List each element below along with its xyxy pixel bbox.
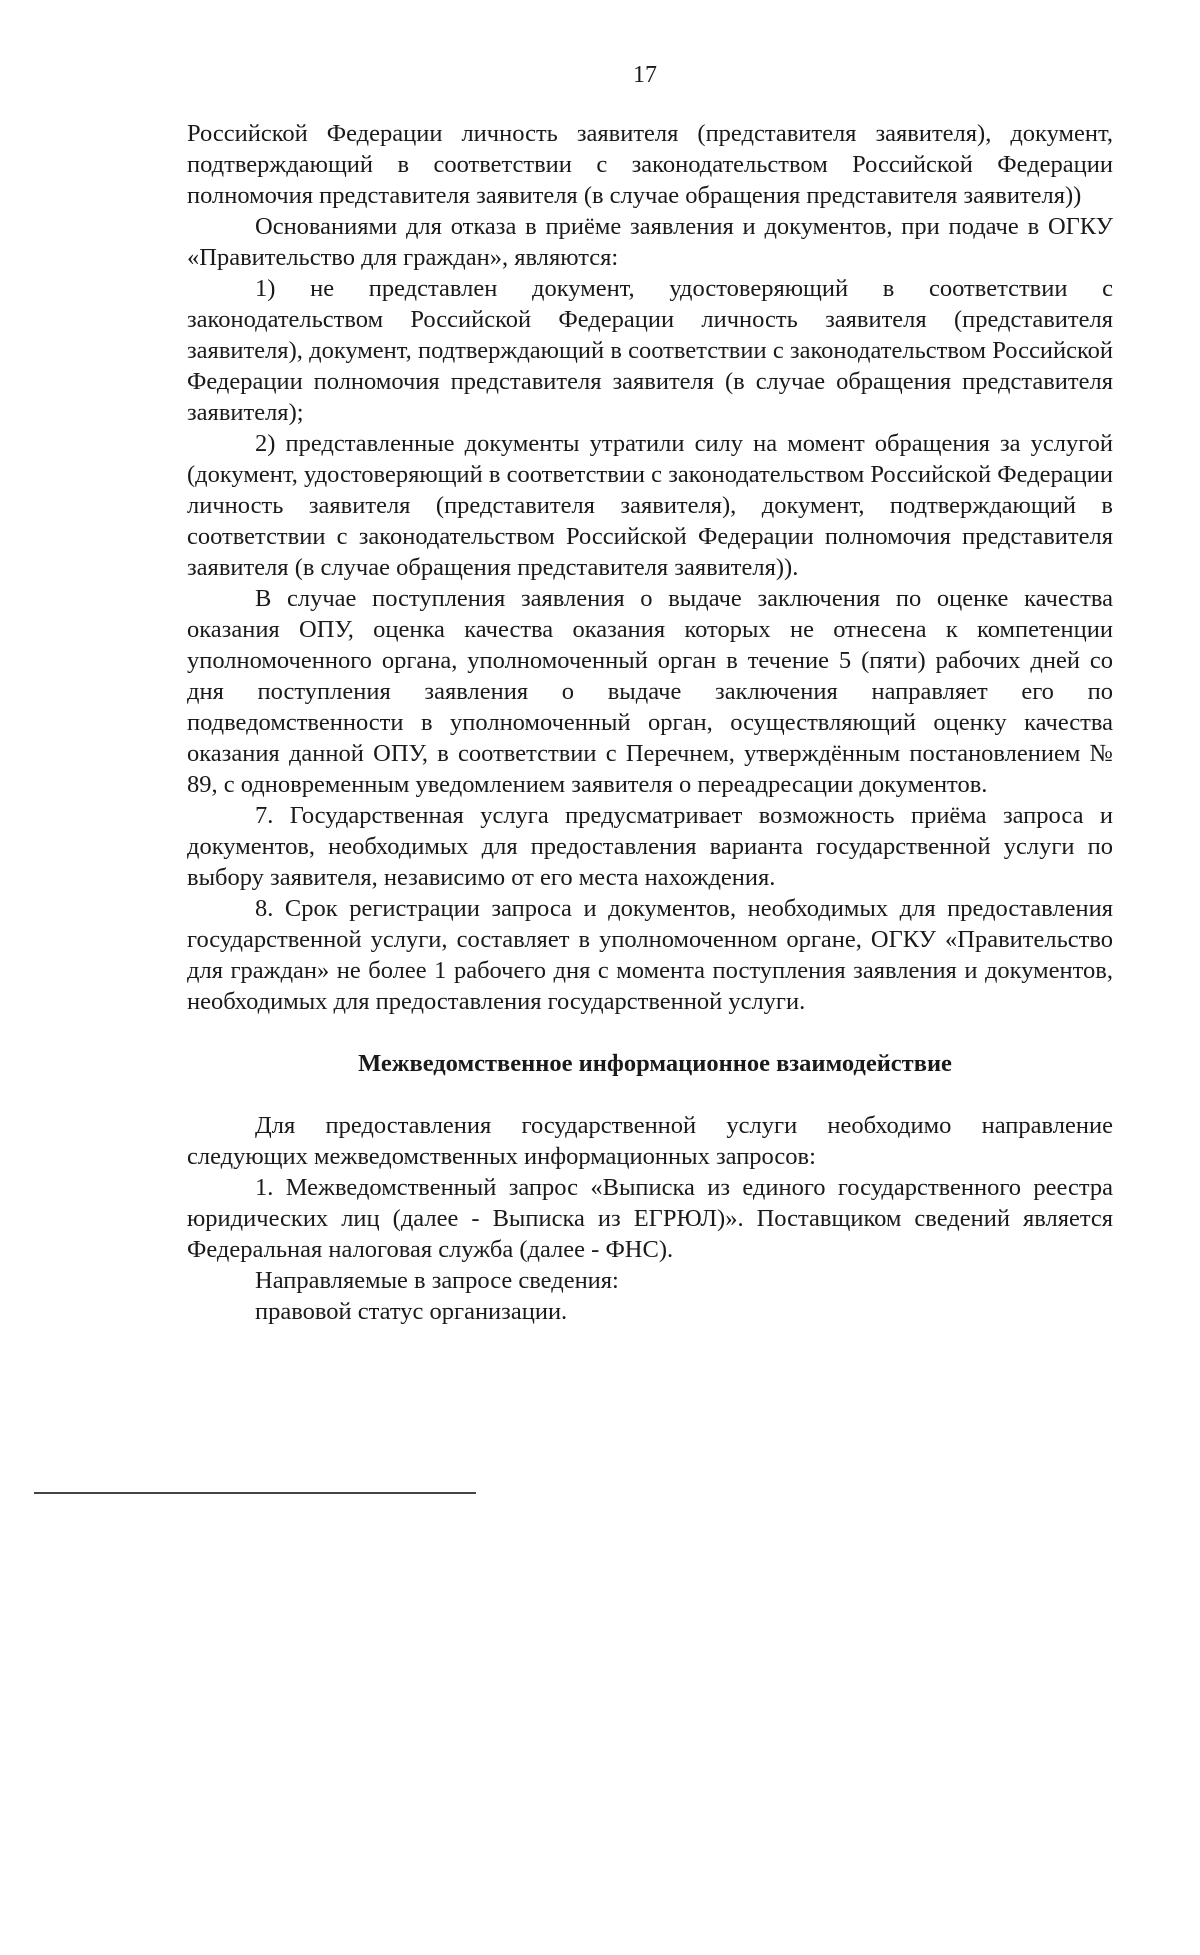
paragraph-7: 7. Государственная услуга предусматривает возможность приёма запроса и документов, необходимых для предоставления варианта государственной услуги по выбору заявителя, независимо от его места нахождения. bbox=[187, 802, 1113, 891]
section-intro: Для предоставления государственной услуги необходимо направление следующих межведомственных информационных запросов: bbox=[187, 1112, 1113, 1170]
section-heading: Межведомственное информационное взаимодействие bbox=[358, 1050, 952, 1077]
list-item-2: 2) представленные документы утратили силу на момент обращения за услугой (документ, удостоверяющий в соответствии с законодательством Российской Федерации личность заявителя (представителя заявителя), документ, подтверждающий в соответствии с законодательством Российской Федерации полномочия представителя заявителя (в случае обращения представителя заявителя)). bbox=[187, 430, 1113, 581]
section-sent-info-item: правовой статус организации. bbox=[255, 1298, 568, 1325]
list-item-1: 1) не представлен документ, удостоверяющий в соответствии с законодательством Российской Федерации личность заявителя (представителя заявителя), документ, подтверждающий в соответствии с законодательством Российской Федерации полномочия представителя заявителя (в случае обращения представителя заявителя); bbox=[187, 275, 1113, 426]
document-body bbox=[187, 118, 1113, 1327]
section-request-1: 1. Межведомственный запрос «Выписка из единого государственного реестра юридических лиц (далее - Выписка из ЕГРЮЛ)». Поставщиком сведений является Федеральная налоговая служба (далее - ФНС). bbox=[187, 1174, 1113, 1263]
section-sent-info-label: Направляемые в запросе сведения: bbox=[255, 1267, 619, 1294]
page-number: 17 bbox=[633, 62, 657, 88]
paragraph-redirection: В случае поступления заявления о выдаче заключения по оценке качества оказания ОПУ, оценка качества оказания которых не отнесена к компетенции уполномоченного органа, уполномоченный орган в течение 5 (пяти) рабочих дней со дня поступления заявления о выдаче заключения направляет его по подведомственности в уполномоченный орган, осуществляющий оценку качества оказания данной ОПУ, в соответствии с Перечнем, утверждённым постановлением № 89, с одновременным уведомлением заявителя о переадресации документов. bbox=[187, 585, 1113, 798]
paragraph-refusal-grounds: Основаниями для отказа в приёме заявления и документов, при подаче в ОГКУ «Правительство для граждан», являются: bbox=[187, 213, 1113, 271]
footnote-divider bbox=[34, 1492, 476, 1494]
paragraph-continuation: Российской Федерации личность заявителя (представителя заявителя), документ, подтверждающий в соответствии с законодательством Российской Федерации полномочия представителя заявителя (в случае обращения представителя заявителя)) bbox=[187, 120, 1113, 209]
paragraph-8: 8. Срок регистрации запроса и документов, необходимых для предоставления государственной услуги, составляет в уполномоченном органе, ОГКУ «Правительство для граждан» не более 1 рабочего дня с момента поступления заявления и документов, необходимых для предоставления государственной услуги. bbox=[187, 895, 1113, 1015]
